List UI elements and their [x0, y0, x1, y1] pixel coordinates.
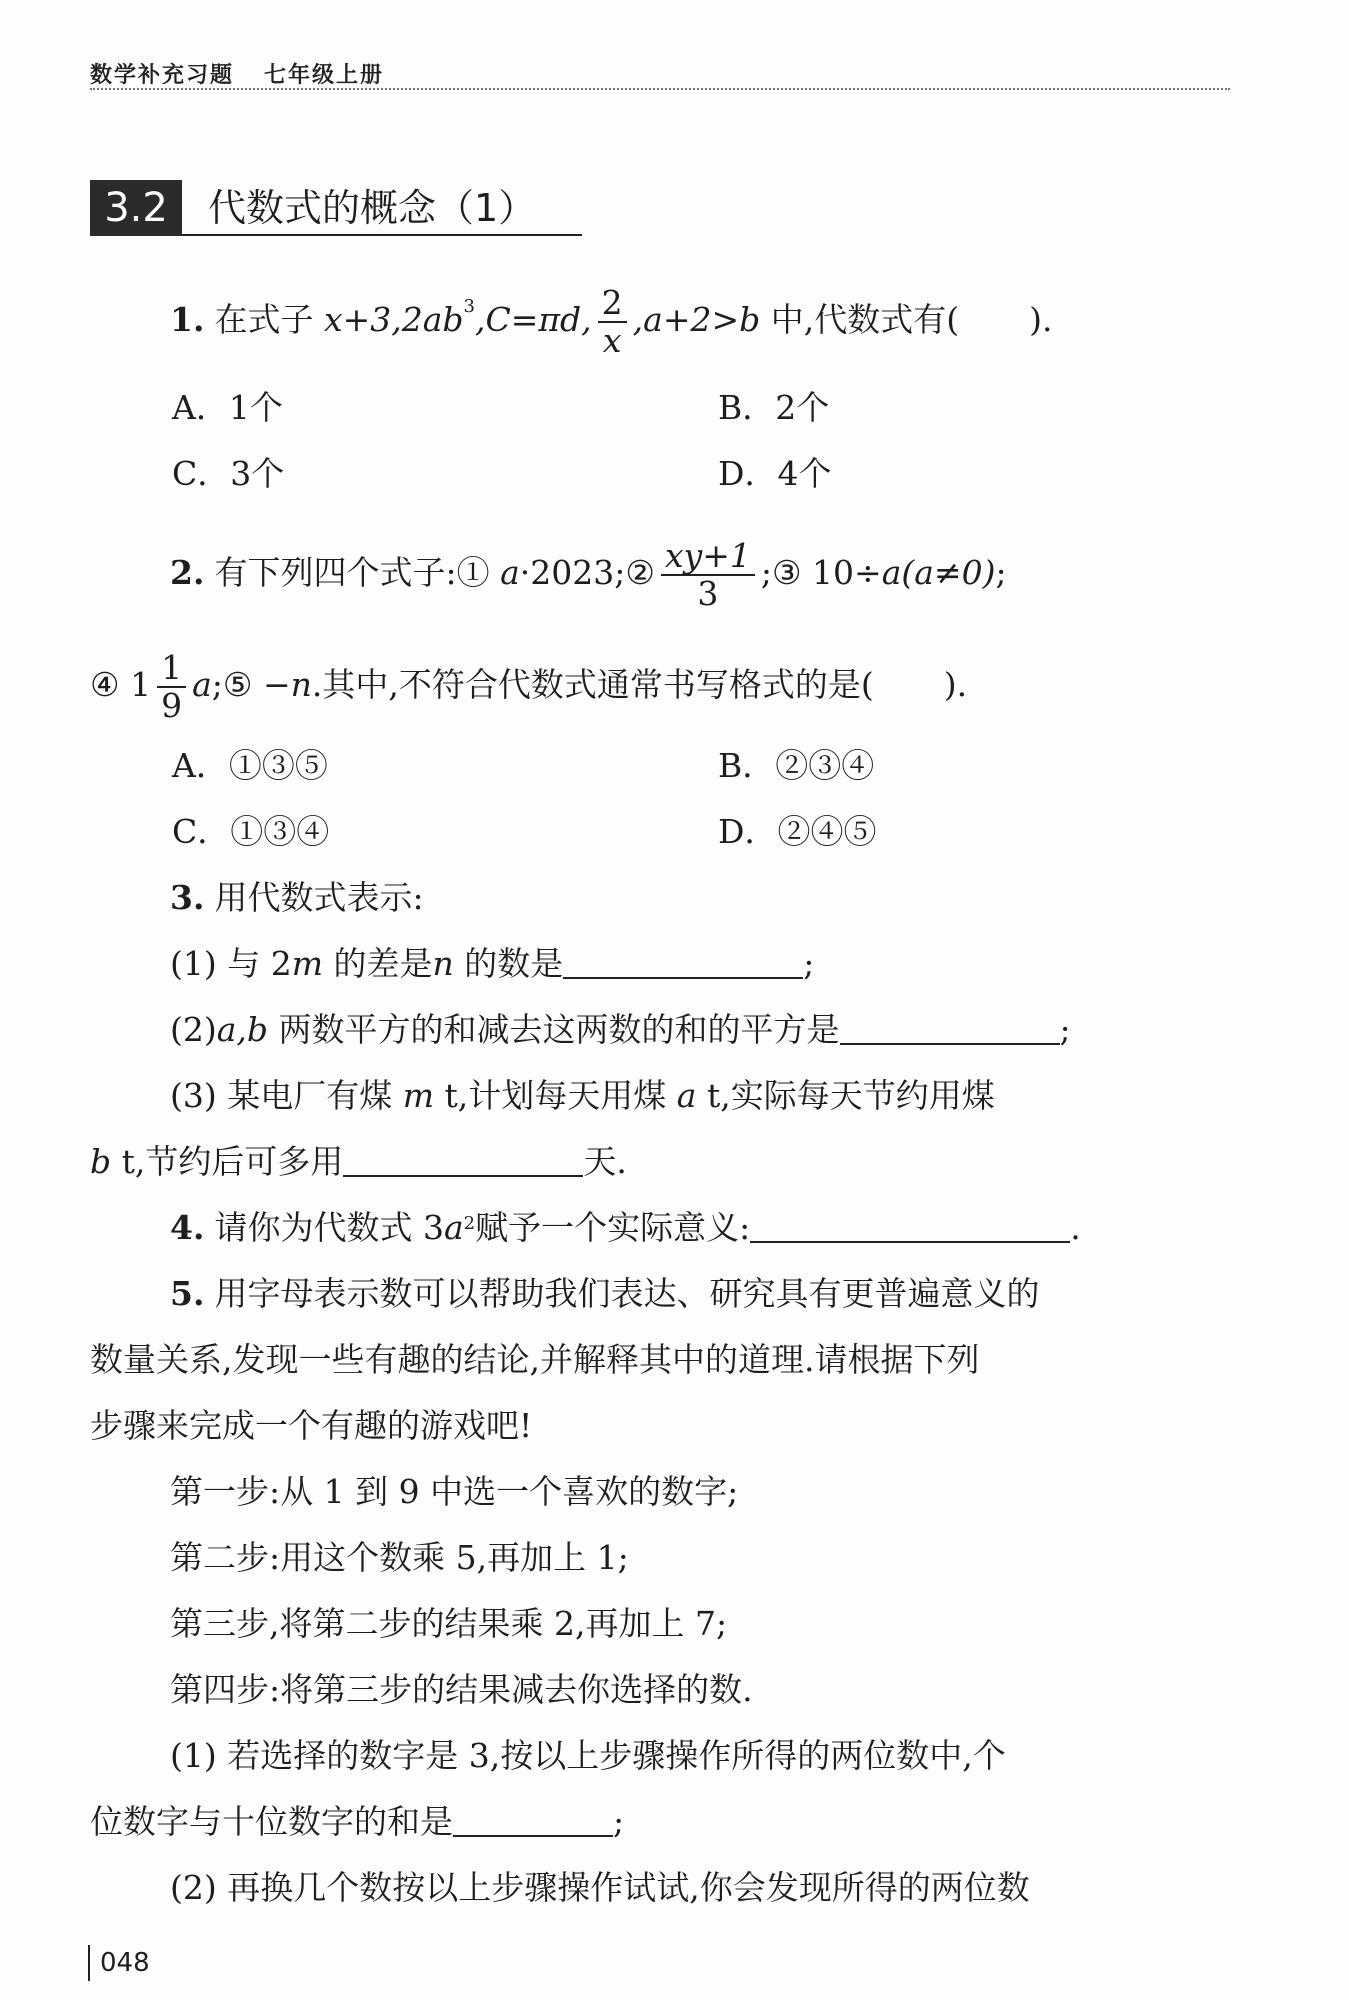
question-text: (3) 某电厂有煤	[170, 1076, 403, 1115]
question-text: t,计划每天用煤	[434, 1076, 677, 1115]
grade-label: 七年级上册	[264, 63, 385, 88]
math-variable: n	[290, 665, 312, 704]
answer-blank[interactable]	[750, 1211, 1070, 1243]
punctuation: .	[1070, 1208, 1081, 1247]
punctuation: ;	[1059, 1010, 1071, 1049]
section-title: 代数式的概念（1）	[208, 186, 537, 230]
math-expression: ·2023;②	[519, 553, 655, 592]
question-5-part-1: (1) 若选择的数字是 3,按以上步骤操作所得的两位数中,个	[170, 1736, 1006, 1775]
question-number: 2.	[170, 553, 205, 592]
math-variable: b	[90, 1142, 112, 1181]
answer-paren-close: ).	[943, 665, 968, 704]
math-variable: a,b	[216, 1010, 269, 1049]
book-title: 数学补充习题	[90, 63, 235, 88]
question-text: 在式子	[214, 300, 314, 339]
question-text: 的数是	[453, 944, 564, 983]
numerator: 2	[598, 285, 627, 323]
step-3: 第三步,将第二步的结果乘 2,再加上 7;	[170, 1604, 728, 1643]
question-1	[170, 285, 1240, 359]
math-expression: ,C=πd,	[474, 300, 592, 339]
math-expression: ;⑤ −	[211, 665, 291, 704]
answer-blank[interactable]	[563, 947, 803, 979]
question-number: 5.	[170, 1274, 205, 1313]
question-5	[170, 1268, 1240, 1320]
header-divider	[90, 88, 1230, 90]
page-number: 048	[88, 1945, 150, 1981]
step-1: 第一步:从 1 到 9 中选一个喜欢的数字;	[170, 1472, 739, 1511]
question-text: t,节约后可多用	[111, 1142, 344, 1181]
q1-option-c: C．3个	[172, 454, 285, 493]
math-variable: m	[291, 944, 324, 983]
math-expression: ;③ 10÷	[760, 553, 882, 592]
math-variable: a	[500, 553, 520, 592]
math-expression: x+3,2ab	[323, 300, 464, 339]
question-3-part-2	[170, 1004, 1240, 1056]
question-text: t,实际每天节约用煤	[696, 1076, 995, 1115]
question-2-line-2	[90, 650, 1240, 724]
question-text: (1) 与 2	[170, 944, 292, 983]
numerator: xy+1	[661, 538, 755, 576]
question-text: 有下列四个式子:①	[214, 553, 490, 592]
question-text: 用代数式表示:	[214, 878, 424, 917]
denominator: 3	[697, 574, 719, 613]
section-number: 3.2	[90, 180, 182, 236]
question-text: 用字母表示数可以帮助我们表达、研究具有更普遍意义的	[214, 1274, 1040, 1313]
step-2: 第二步:用这个数乘 5,再加上 1;	[170, 1538, 629, 1577]
exponent: 2	[463, 1213, 476, 1234]
question-text: 请你为代数式 3	[214, 1208, 444, 1247]
question-5-line-3: 步骤来完成一个有趣的游戏吧!	[90, 1406, 533, 1445]
math-variable: a	[192, 665, 212, 704]
question-text: .其中,不符合代数式通常书写格式的是(	[311, 665, 874, 704]
exponent: 3	[463, 296, 475, 317]
numerator: 1	[157, 650, 186, 688]
math-variable: a	[676, 1076, 697, 1115]
q2-option-d: D．②④⑤	[718, 812, 877, 851]
punctuation: ;	[995, 553, 1007, 592]
math-expression: ④ 1	[90, 665, 152, 704]
denominator: 9	[161, 686, 183, 725]
step-4: 第四步:将第三步的结果减去你选择的数.	[170, 1670, 753, 1709]
math-variable: m	[402, 1076, 435, 1115]
question-number: 1.	[170, 300, 205, 339]
punctuation: ;	[803, 944, 815, 983]
question-5-part-1-line-2	[90, 1796, 1240, 1848]
question-text: 两数平方的和减去这两数的和的平方是	[268, 1010, 840, 1049]
question-text: 的差是	[323, 944, 433, 983]
question-5-line-2: 数量关系,发现一些有趣的结论,并解释其中的道理.请根据下列	[90, 1340, 980, 1379]
punctuation: ;	[613, 1802, 625, 1841]
question-text: 位数字与十位数字的和是	[90, 1802, 453, 1841]
question-number: 3.	[170, 878, 205, 917]
fraction	[661, 538, 755, 612]
running-head	[90, 58, 384, 89]
answer-paren-close: ).	[1029, 300, 1053, 339]
question-text: 赋予一个实际意义:	[475, 1208, 751, 1247]
math-variable: a	[443, 1208, 464, 1247]
section-underline	[182, 234, 582, 236]
question-3-part-1	[170, 938, 1240, 990]
q2-option-c: C．①③④	[172, 812, 330, 851]
q1-option-a: A．1个	[172, 388, 283, 427]
question-3-part-3	[170, 1070, 1240, 1122]
question-2	[170, 538, 1240, 612]
question-5-part-2: (2) 再换几个数按以上步骤操作试试,你会发现所得的两位数	[170, 1868, 1030, 1907]
answer-blank[interactable]	[343, 1145, 583, 1177]
answer-blank[interactable]	[840, 1013, 1060, 1045]
question-number: 4.	[170, 1208, 205, 1247]
question-3	[170, 872, 1240, 924]
q2-option-b: B．②③④	[718, 746, 875, 785]
punctuation: 天.	[583, 1142, 627, 1181]
question-4	[170, 1202, 1240, 1254]
q2-option-a: A．①③⑤	[172, 746, 328, 785]
question-3-part-3-line-2	[90, 1136, 1240, 1188]
question-text: 中,代数式有(	[770, 300, 960, 339]
q1-option-d: D．4个	[718, 454, 832, 493]
mixed-fraction	[157, 650, 186, 724]
math-expression: ,a+2>b	[632, 300, 761, 339]
denominator: x	[602, 321, 622, 360]
math-expression: a(a≠0)	[881, 553, 996, 592]
fraction	[598, 285, 627, 359]
answer-blank[interactable]	[453, 1805, 613, 1837]
q1-option-b: B．2个	[718, 388, 830, 427]
question-text: (2)	[170, 1010, 217, 1049]
math-variable: n	[432, 944, 454, 983]
